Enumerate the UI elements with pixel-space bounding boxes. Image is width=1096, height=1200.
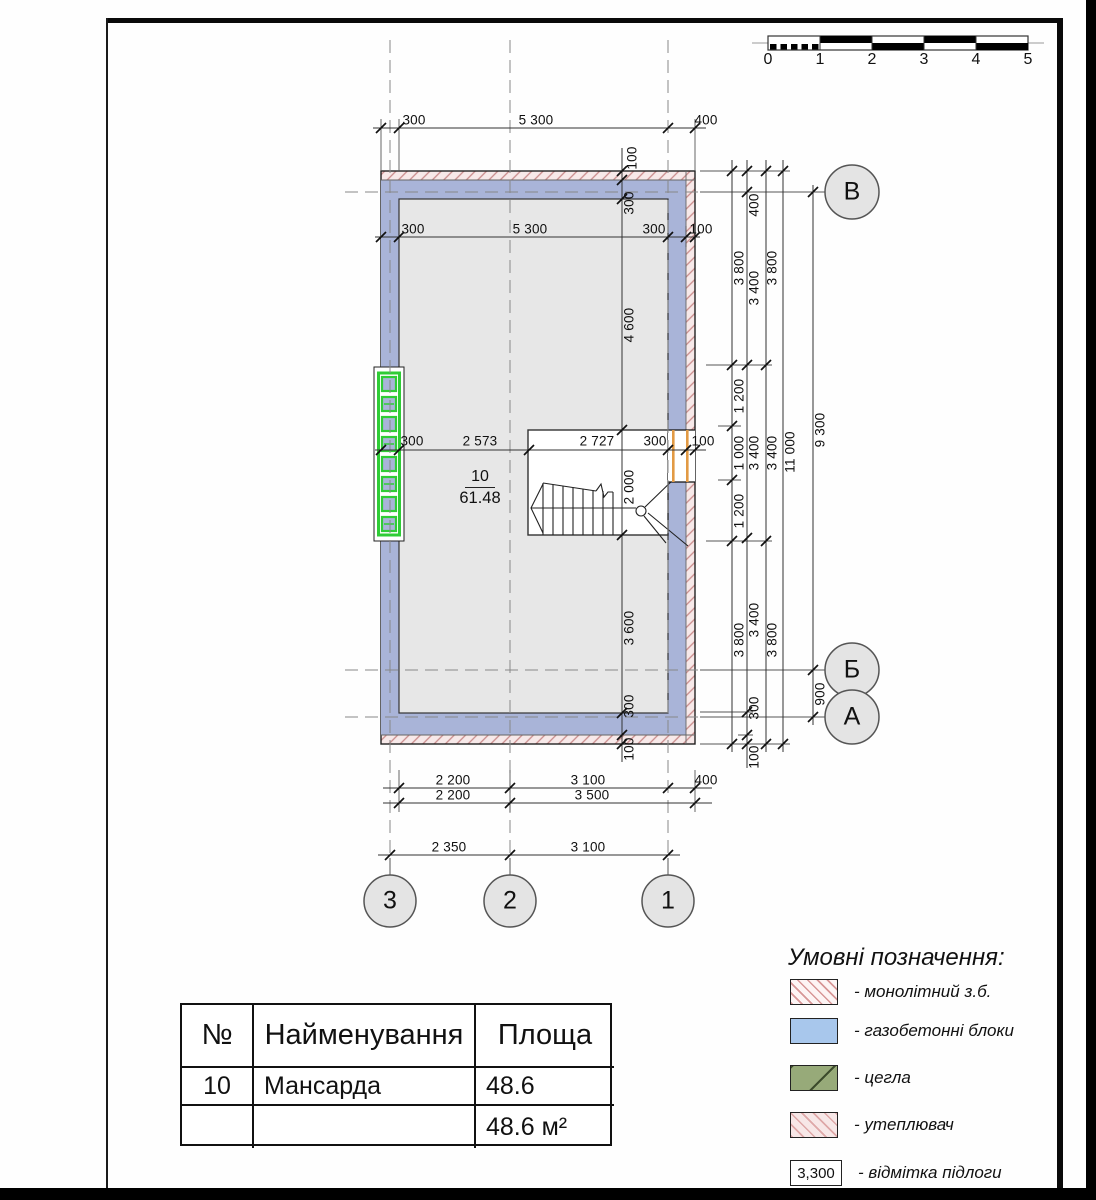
dimension-label: 300 [401, 221, 425, 237]
axis-circle-label: Б [843, 655, 861, 684]
axis-circle-label: 1 [661, 886, 675, 915]
dimension-label: 900 [812, 682, 828, 706]
legend-title: Умовні позначення: [788, 944, 1005, 971]
legend-item-label: - цегла [854, 1068, 911, 1087]
axis-circle-label: В [843, 177, 861, 206]
dimension-label: 4 600 [621, 307, 637, 343]
room-number: 10 [465, 468, 495, 488]
dimension-label: 3 800 [764, 622, 780, 658]
room-area: 61.48 [459, 489, 501, 507]
legend-item-label: - відмітка підлоги [858, 1163, 1002, 1182]
dimension-label: 300 [400, 433, 424, 449]
dimension-label: 100 [746, 745, 762, 769]
scale-bar-number: 2 [867, 51, 877, 68]
dimension-label: 3 400 [764, 435, 780, 471]
dimension-label: 5 300 [518, 112, 554, 128]
table-header-no: № [182, 1005, 254, 1068]
dimension-label: 300 [402, 112, 426, 128]
table-cell: Мансарда [254, 1068, 476, 1106]
dimension-label: 300 [642, 221, 666, 237]
dimension-label: 11 000 [782, 431, 798, 473]
dimension-label: 1 200 [731, 378, 747, 414]
dimension-label: 3 100 [570, 839, 606, 855]
dimension-label: 2 350 [431, 839, 467, 855]
blocks-swatch [790, 1018, 838, 1044]
dimension-label: 3 400 [746, 602, 762, 638]
left-wall-window [374, 367, 404, 541]
dimension-label: 2 573 [462, 433, 498, 449]
dimension-label: 2 000 [621, 469, 637, 505]
floor-level-swatch: 3,300 [790, 1160, 842, 1186]
legend-item-label: - утеплювач [854, 1115, 954, 1134]
dimension-label: 3 500 [574, 787, 610, 803]
dimension-label: 400 [746, 193, 762, 217]
dimension-label: 9 300 [812, 412, 828, 448]
dimension-label: 100 [621, 737, 637, 761]
dimension-label: 100 [624, 146, 640, 170]
legend-item-label: - газобетонні блоки [854, 1021, 1014, 1040]
dimension-label: 2 200 [435, 772, 471, 788]
table-cell: 48.6 [476, 1068, 614, 1106]
dimension-label: 5 300 [512, 221, 548, 237]
dimension-label: 3 800 [764, 250, 780, 286]
table-header-name: Найменування [254, 1005, 476, 1068]
dimension-label: 1 200 [731, 493, 747, 529]
scale-bar-number: 4 [971, 51, 981, 68]
dimension-label: 3 100 [570, 772, 606, 788]
scale-bar-number: 3 [919, 51, 929, 68]
dimension-label: 3 600 [621, 610, 637, 646]
table-cell [182, 1106, 254, 1148]
room-label [452, 468, 508, 508]
dimension-label: 2 200 [435, 787, 471, 803]
dimension-label: 400 [694, 772, 718, 788]
table-cell: 10 [182, 1068, 254, 1106]
brick-swatch [790, 1065, 838, 1091]
dimension-label: 3 800 [731, 622, 747, 658]
table-header-area: Площа [476, 1005, 614, 1068]
scale-bar-number: 0 [763, 51, 773, 68]
legend-item [790, 978, 991, 1006]
axis-circle-label: 2 [503, 886, 517, 915]
dimension-label: 2 727 [579, 433, 615, 449]
concrete-swatch [790, 979, 838, 1005]
dimension-label: 3 400 [746, 270, 762, 306]
insulation-swatch [790, 1112, 838, 1138]
dimension-label: 3 400 [746, 435, 762, 471]
legend-item [790, 1159, 1002, 1187]
scale-bar [752, 36, 1044, 50]
dimension-label: 300 [746, 696, 762, 720]
scale-bar-number: 5 [1023, 51, 1033, 68]
legend-item [790, 1111, 954, 1139]
legend-item [790, 1064, 911, 1092]
table-cell: 48.6 м² [486, 1112, 568, 1141]
dimension-label: 3 800 [731, 250, 747, 286]
axis-circle-label: А [843, 702, 861, 731]
dimension-label: 300 [621, 694, 637, 718]
legend-item [790, 1017, 1014, 1045]
scale-bar-number: 1 [815, 51, 825, 68]
room-table [180, 1003, 612, 1146]
table-cell [254, 1106, 476, 1148]
dimension-label: 100 [691, 433, 715, 449]
dimension-label: 300 [643, 433, 667, 449]
dimension-label: 300 [621, 191, 637, 215]
dimension-label: 1 000 [731, 435, 747, 471]
axis-circle-label: 3 [383, 886, 397, 915]
dimension-label: 400 [694, 112, 718, 128]
dimension-label: 100 [689, 221, 713, 237]
legend-item-label: - монолітний з.б. [854, 982, 992, 1001]
